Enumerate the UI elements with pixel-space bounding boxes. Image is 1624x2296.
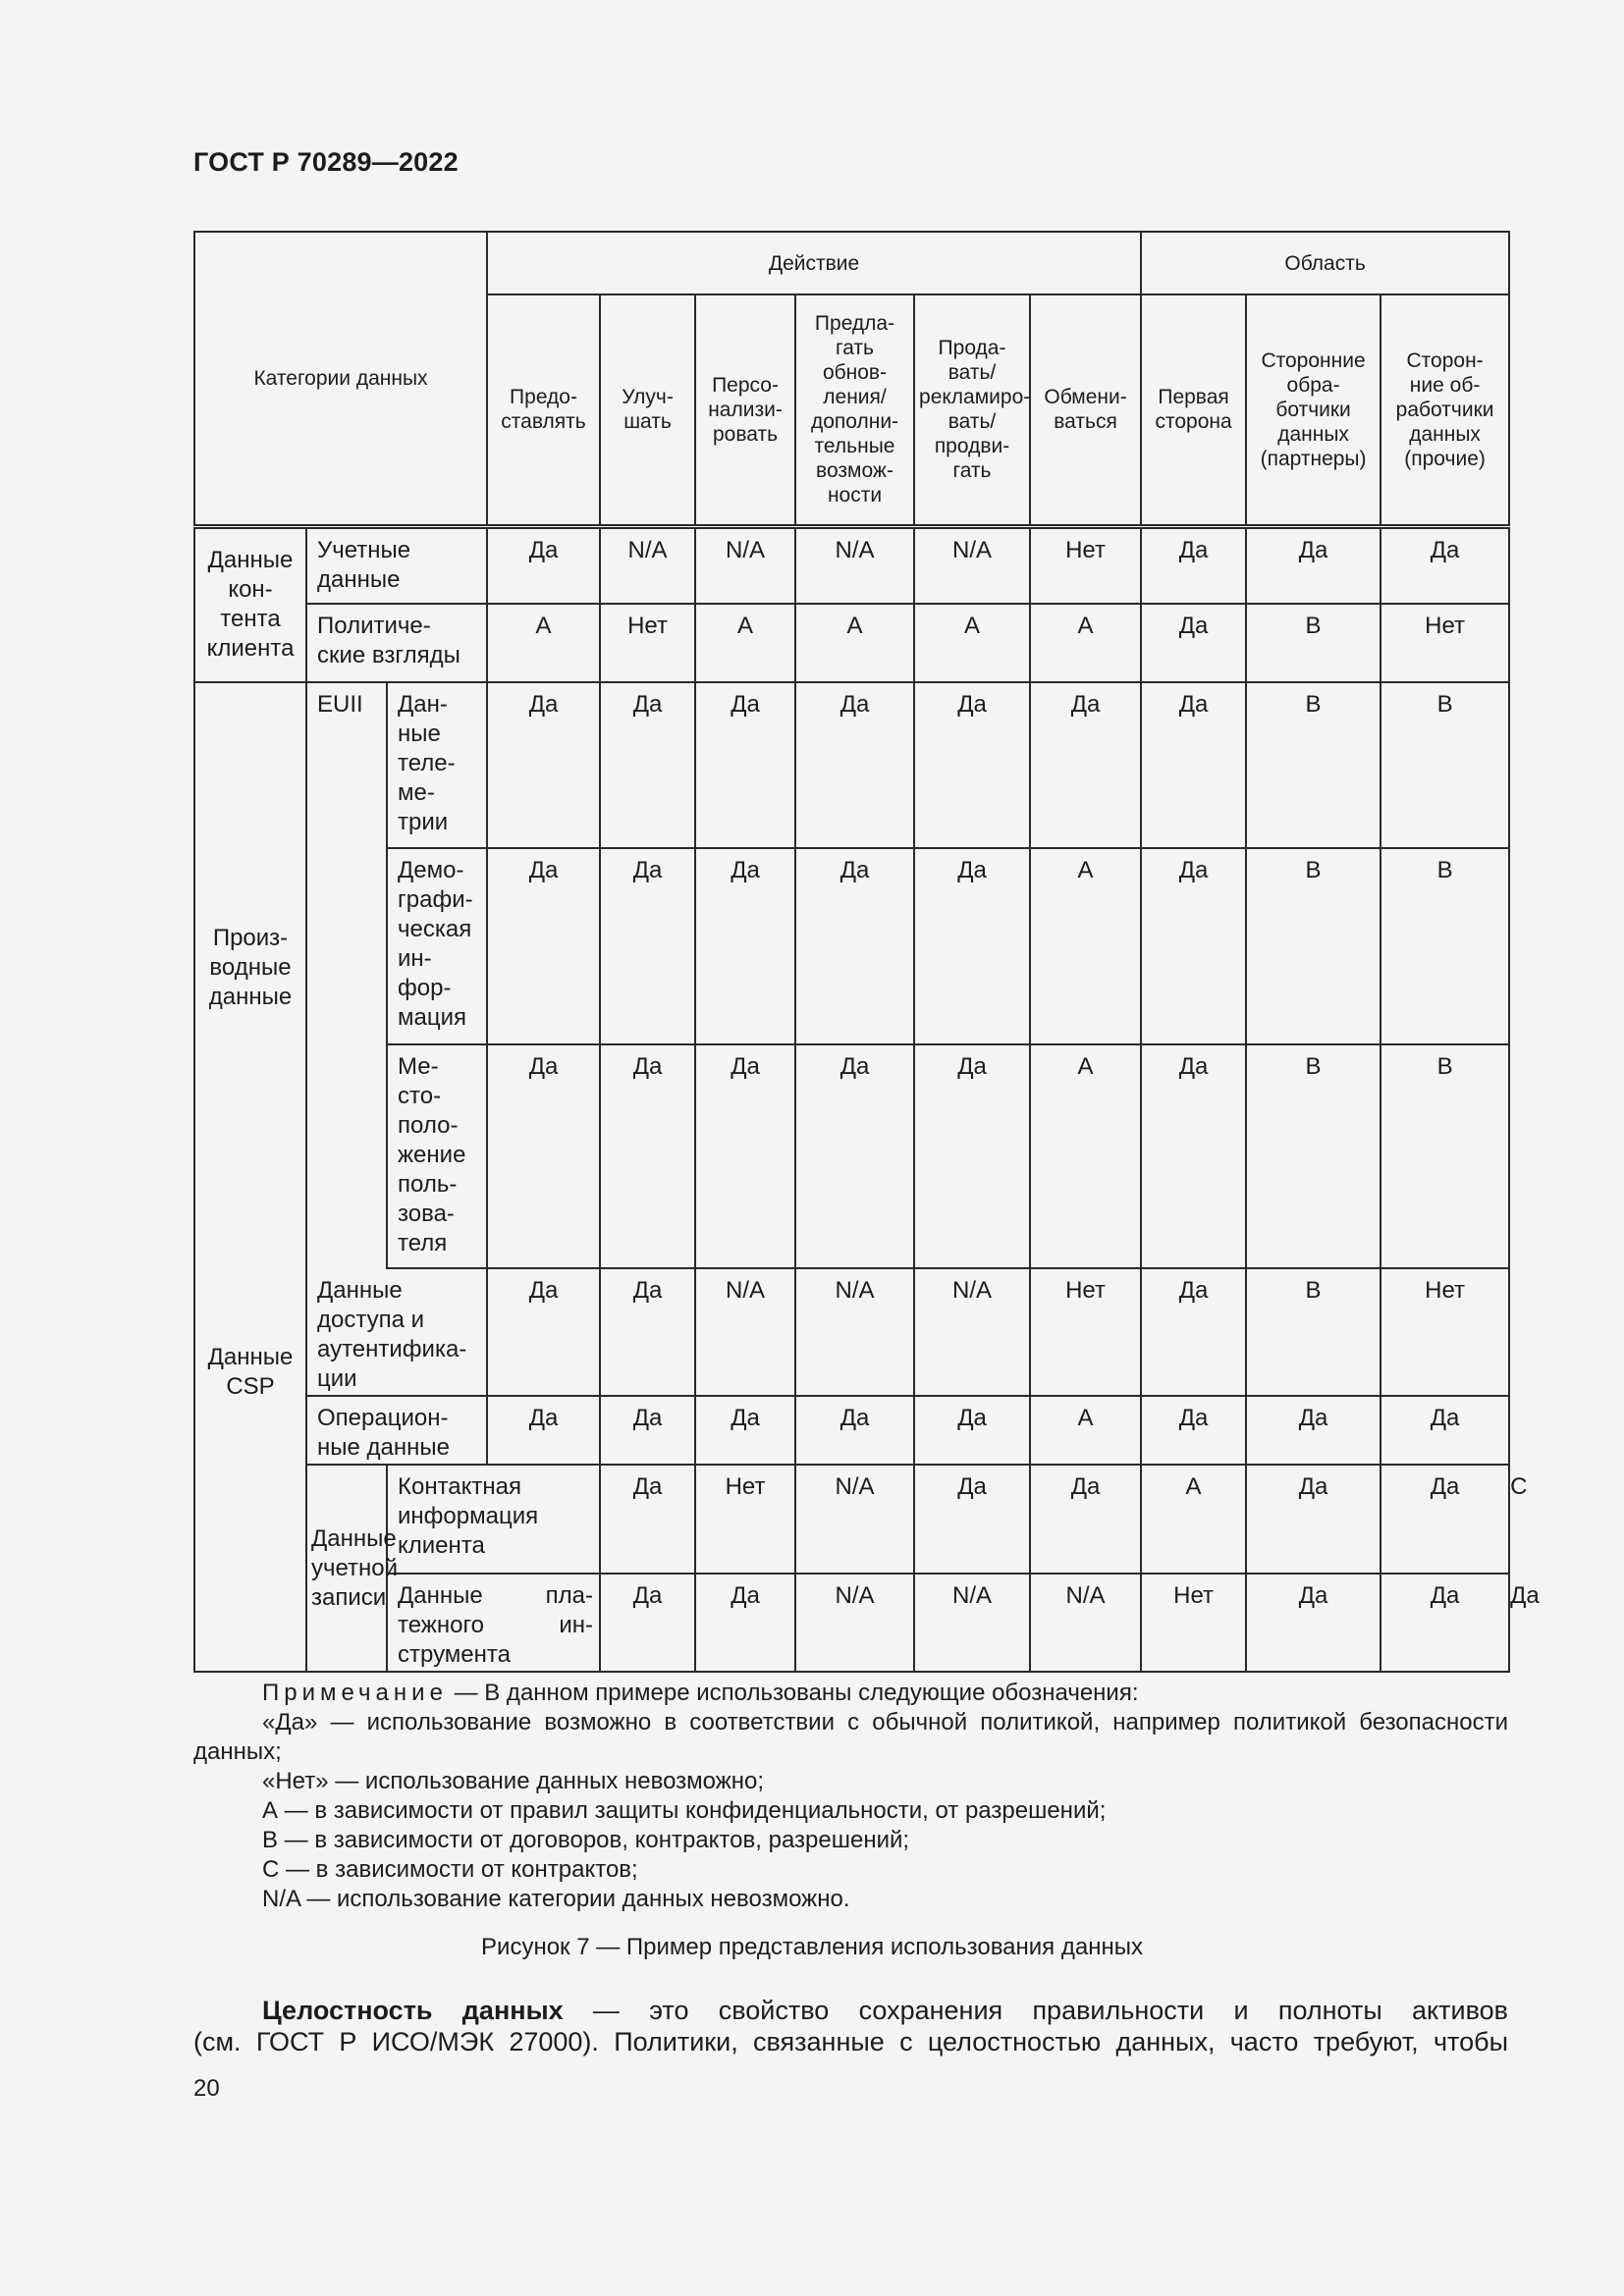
table-cell: Да — [795, 682, 914, 848]
table-cell: Да — [1030, 682, 1141, 848]
table-cell: Да — [914, 1465, 1030, 1574]
table-cell: Да — [600, 1465, 695, 1574]
table-cell: Да — [600, 848, 695, 1044]
categories-header — [194, 232, 487, 526]
row-label: Учетные данные — [306, 526, 487, 604]
table-cell: Нет — [1141, 1574, 1246, 1672]
action-header — [487, 232, 1141, 294]
group-csp-label: Данные CSP — [207, 1344, 294, 1400]
column-header: Сторонние обра- ботчики данных (партнеры) — [1246, 294, 1380, 526]
table-cell: Да — [914, 1044, 1030, 1268]
table-cell: А — [795, 604, 914, 682]
column-header: Первая сторона — [1141, 294, 1246, 526]
table-cell: Нет — [1030, 526, 1141, 604]
table-cell: Да — [1380, 1574, 1509, 1672]
page-number: 20 — [193, 2075, 220, 2102]
scope-header — [1141, 232, 1509, 294]
table-cell: Да — [1141, 604, 1246, 682]
table-cell: Да — [600, 682, 695, 848]
column-header: Улуч- шать — [600, 294, 695, 526]
table-cell: Нет — [1380, 1268, 1509, 1396]
column-header: Персо- нализи- ровать — [695, 294, 795, 526]
scope-label: Область — [1284, 251, 1366, 275]
action-label: Действие — [768, 251, 860, 275]
table-cell: Да — [914, 682, 1030, 848]
table-cell: Да — [695, 1574, 795, 1672]
term-bold: Целостность данных — [262, 1996, 564, 2025]
paragraph-text: — это свойство сохранения правильности и полноты активов — [563, 1996, 1509, 2025]
table-cell: Да — [1030, 1465, 1141, 1574]
table-cell: Да — [487, 682, 600, 848]
table-cell: N/A — [695, 1268, 795, 1396]
column-header: Прода- вать/ рекламиро- вать/ продви- гать — [914, 294, 1030, 526]
table-cell: Да — [914, 848, 1030, 1044]
table-cell: Да — [1380, 1396, 1509, 1465]
table-cell: N/A — [695, 526, 795, 604]
table-cell: В — [1380, 682, 1509, 848]
row-label: Ме- сто- поло- жение поль- зова- теля — [387, 1044, 487, 1268]
table-cell: Да — [600, 1396, 695, 1465]
column-header: Предо- ставлять — [487, 294, 600, 526]
table-cell: N/A — [795, 1268, 914, 1396]
table-cell: Нет — [1380, 604, 1509, 682]
row-label: Контактная информация клиента — [387, 1465, 600, 1574]
table-cell: В — [1380, 1044, 1509, 1268]
table-cell: Нет — [695, 1465, 795, 1574]
euii-label: EUII — [306, 682, 387, 1268]
table-cell: Да — [914, 1396, 1030, 1465]
table-cell: Да — [487, 1396, 600, 1465]
group-derived-label: Произ- водные данные — [208, 925, 293, 1010]
table-cell: Да — [487, 848, 600, 1044]
group-client-content: Данные кон- тента клиента — [194, 526, 306, 682]
note-item: В — в зависимости от договоров, контрактов, разрешений; — [262, 1827, 910, 1853]
table-cell: Да — [1380, 526, 1509, 604]
table-cell: В — [1246, 604, 1380, 682]
row-label: Операцион- ные данные — [306, 1396, 487, 1465]
table-cell: Да — [695, 1044, 795, 1268]
table-cell: N/A — [795, 526, 914, 604]
note-lead: Примечание — [262, 1680, 448, 1706]
table-cell: Да — [1246, 526, 1380, 604]
table-cell: В — [1246, 1268, 1380, 1396]
body-paragraph — [193, 1995, 1508, 2057]
column-header: Обмени- ваться — [1030, 294, 1141, 526]
table-cell: Да — [600, 1044, 695, 1268]
table-cell: Да — [795, 848, 914, 1044]
row-label: Данные доступа и аутентифика- ции — [306, 1268, 487, 1396]
row-label: Данные пла- тежного ин- струмента — [387, 1574, 600, 1672]
column-header: Предла- гать обнов- ления/ дополни- тельные возмож- ности — [795, 294, 914, 526]
table-cell: А — [1030, 1396, 1141, 1465]
table-cell: Да — [795, 1044, 914, 1268]
table-cell: Да — [1380, 1465, 1509, 1574]
table-note — [193, 1679, 1508, 1914]
table-cell: Нет — [600, 604, 695, 682]
table-cell: N/A — [795, 1574, 914, 1672]
row-label: Дан- ные теле- ме- трии — [387, 682, 487, 848]
table-cell: N/A — [1030, 1574, 1141, 1672]
table-cell: Нет — [1030, 1268, 1141, 1396]
figure-caption: Рисунок 7 — Пример представления использования данных — [481, 1934, 1143, 1960]
table-cell: А — [695, 604, 795, 682]
table-cell: А — [487, 604, 600, 682]
group-account: Данные учетной записи — [306, 1465, 387, 1672]
note-item: «Да» — использование возможно в соответствии с обычной политикой, например политикой безопасности — [262, 1709, 1508, 1735]
group-derived — [194, 682, 306, 1672]
table-cell: В — [1246, 1044, 1380, 1268]
column-header: Сторон- ние об- работчики данных (прочие) — [1380, 294, 1509, 526]
table-cell: Да — [695, 848, 795, 1044]
categories-label: Категории данных — [253, 366, 428, 390]
table-cell: Да — [1246, 1574, 1380, 1672]
table-cell: В — [1380, 848, 1509, 1044]
table-cell: Да — [1141, 1268, 1246, 1396]
table-cell: Да — [487, 1268, 600, 1396]
table-cell: Да — [1141, 1044, 1246, 1268]
table-cell: А — [1030, 1044, 1141, 1268]
table-cell: Да — [1141, 1396, 1246, 1465]
table-cell: А — [1030, 848, 1141, 1044]
document-header: ГОСТ Р 70289—2022 — [193, 147, 459, 177]
note-item: А — в зависимости от правил защиты конфиденциальности, от разрешений; — [262, 1797, 1107, 1824]
table-cell: N/A — [600, 526, 695, 604]
table-cell: В — [1246, 848, 1380, 1044]
row-label: Политиче- ские взгляды — [306, 604, 487, 682]
table-cell: Да — [1246, 1396, 1380, 1465]
table-cell: N/A — [914, 1574, 1030, 1672]
table-cell: Да — [600, 1268, 695, 1396]
note-item: «Нет» — использование данных невозможно; — [262, 1768, 765, 1794]
table-cell: В — [1246, 682, 1380, 848]
note-item: С — в зависимости от контрактов; — [262, 1856, 638, 1883]
table-cell: Да — [1141, 526, 1246, 604]
table-cell: Да — [695, 1396, 795, 1465]
table-cell: Да — [1141, 682, 1246, 848]
paragraph-text: (см. ГОСТ Р ИСО/МЭК 27000). Политики, связанные с целостностью данных, часто требуют, чтобы — [193, 2027, 1508, 2056]
table-cell: Да — [600, 1574, 695, 1672]
table-cell: Да — [487, 526, 600, 604]
note-intro: — В данном примере использованы следующие обозначения: — [447, 1680, 1139, 1706]
table-cell: А — [914, 604, 1030, 682]
row-label: Демо- графи- ческая ин- фор- мация — [387, 848, 487, 1044]
table-cell: N/A — [914, 1268, 1030, 1396]
table-cell: N/A — [795, 1465, 914, 1574]
table-cell: Да — [1246, 1465, 1380, 1574]
table-cell: А — [1141, 1465, 1246, 1574]
table-cell: Да — [795, 1396, 914, 1465]
note-item: данных; — [193, 1738, 282, 1765]
data-usage-table: Категории данных Действие Область Предо- ставлять Улуч- шать Персо- нализи- ровать Предла- гать обнов- ления/ дополни- тельные возмож- ности Прода- вать/ рекламиро- вать/ продви- гать Обмени- ваться Первая сторона Сторонние обра- ботчики данных (партнеры) Сторон- ние об- работчики данных (прочие) Данные кон- тента клиента Учетные данные Да N/A N/A N/A N/A Нет Да Да Да Политиче- ские взгляды А Нет А А А А Да В Нет Произ- водные данные Данные CSP EUII Дан- ные теле- ме- трии Да Да Да Да Да Да Да В В Демо- графи- ческая ин- фор- мация Да Да Да Да Да А Да В В Ме- сто- поло- жение поль- зова- теля Да Да Да Да Да А Да В В Данные доступа и аутентифика- ции Да Да N/A N/A N/A Нет Да В Нет Операцион- ные данные Да Да Да Да Да А Да Да Да Данные учетной записи Контактная информация клиента Да Нет N/A Да Да А Да Да С Данные пла- тежного ин- струмента Да Да N/A N/A N/A Нет Да Да Да — [193, 231, 1510, 1673]
table-cell: А — [1030, 604, 1141, 682]
note-item: N/A — использование категории данных невозможно. — [262, 1886, 850, 1912]
table-cell: Да — [695, 682, 795, 848]
table-cell: Да — [1141, 848, 1246, 1044]
table-cell: Да — [487, 1044, 600, 1268]
table-cell: N/A — [914, 526, 1030, 604]
